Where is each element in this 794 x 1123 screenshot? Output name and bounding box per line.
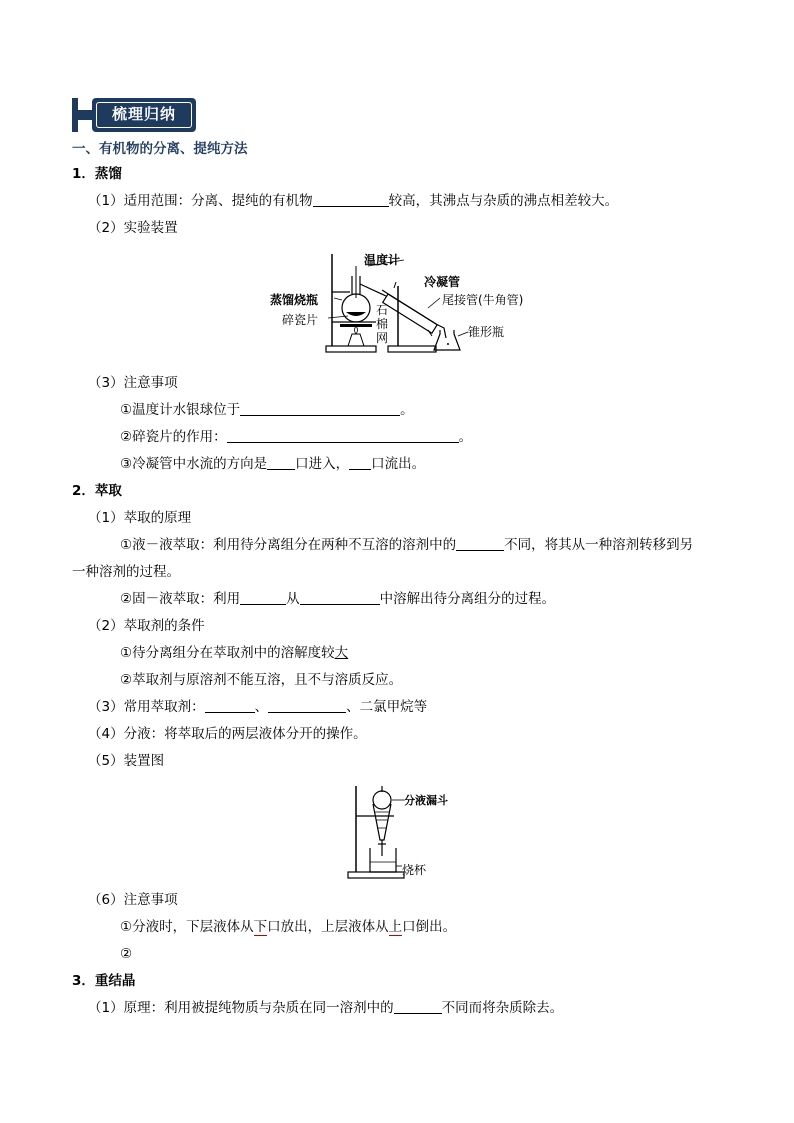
label-erlenmeyer: 锥形瓶: [468, 325, 505, 339]
extract-heading: 2．萃取: [72, 483, 122, 499]
blank-11: [394, 999, 442, 1014]
leader-erlenmeyer: [458, 332, 468, 336]
extract-conditions-heading: （2）萃取剂的条件: [88, 618, 205, 634]
label-gauze-3: 网: [376, 331, 389, 345]
blank-6: [456, 536, 504, 551]
blank-3: [227, 428, 459, 443]
distillation-apparatus-figure: [268, 246, 528, 358]
blank-5: [349, 455, 371, 470]
extract-solid-liquid: ②固－液萃取：利用 从 中溶解出待分离组分的过程。: [120, 591, 556, 607]
label-condenser: 冷凝管: [424, 275, 461, 289]
boiling-chips: [346, 312, 366, 316]
stand-base-left: [326, 346, 376, 352]
recryst-principle: （1）原理：利用被提纯物质与杂质在同一溶剂中的 不同而将杂质除去。: [88, 1000, 564, 1016]
blank-8: [300, 590, 380, 605]
label-gauze-2: 棉: [376, 317, 389, 331]
leader-flask: [334, 298, 342, 300]
extract-note-1: ①分液时，下层液体从下口放出，上层液体从上口倒出。: [120, 919, 457, 935]
extract-note-2: ②: [120, 946, 133, 962]
water-outlet: [394, 282, 396, 288]
label-adapter: 尾接管(牛角管): [442, 293, 524, 307]
alcohol-lamp: [348, 334, 364, 346]
adapter: [436, 324, 446, 338]
leader-adapter: [428, 298, 440, 308]
funnel-bulb: [373, 791, 391, 809]
extract-condition-1: ①待分离组分在萃取剂中的溶解度较大: [120, 645, 349, 661]
label-thermometer: 温度计: [364, 253, 401, 267]
distill-heading: 1．蒸馏: [72, 166, 122, 182]
label-chips: 碎瓷片: [282, 313, 319, 327]
distill-note-1: ①温度计水银球位于 。: [120, 402, 414, 418]
blank-7: [240, 590, 286, 605]
distill-note-2: ②碎瓷片的作用： 。: [120, 429, 473, 445]
distillate-drop: [447, 343, 449, 345]
blank-10: [268, 698, 346, 713]
section-badge: 梳理归纳: [96, 102, 192, 128]
extract-condition-2: ②萃取剂与原溶剂不能互溶，且不与溶质反应。: [120, 672, 403, 688]
extract-figure-label: （5）装置图: [88, 753, 165, 769]
distillation-flask: [342, 294, 370, 322]
label-flask: 蒸馏烧瓶: [270, 293, 319, 307]
distill-scope: （1）适用范围：分离、提纯的有机物 较高，其沸点与杂质的沸点相差较大。: [88, 193, 619, 209]
recryst-heading: 3．重结晶: [72, 973, 136, 989]
distill-apparatus-label: （2）实验装置: [88, 220, 178, 236]
section-title: 一、有机物的分离、提纯方法: [72, 141, 248, 157]
extract-separation: （4）分液：将萃取后的两层液体分开的操作。: [88, 726, 367, 742]
extract-liquid-liquid-cont: 一种溶剂的过程。: [72, 564, 180, 580]
extract-principle-heading: （1）萃取的原理: [88, 510, 192, 526]
blank-2: [240, 401, 400, 416]
blank-9: [205, 698, 255, 713]
separatory-funnel-figure: [340, 782, 464, 882]
distill-note-3: ③冷凝管中水流的方向是 口进入， 口流出。: [120, 456, 426, 472]
beaker: [370, 848, 396, 872]
flame: [355, 326, 358, 334]
extract-notes-heading: （6）注意事项: [88, 892, 178, 908]
label-gauze-1: 石: [376, 303, 389, 317]
extract-liquid-liquid: ①液－液萃取：利用待分离组分在两种不互溶的溶剂中的 不同，将其从一种溶剂转移到另: [120, 537, 694, 553]
label-funnel: 分液漏斗: [404, 794, 448, 807]
extract-solvents: （3）常用萃取剂： 、 、二氯甲烷等: [88, 699, 428, 715]
condenser-jacket: [383, 294, 437, 333]
stand-base: [348, 872, 404, 878]
label-beaker: 烧杯: [402, 863, 427, 877]
stand-base-right: [388, 346, 436, 352]
blank-1: [313, 192, 389, 207]
blank-4: [267, 455, 295, 470]
distill-notes-heading: （3）注意事项: [88, 375, 178, 391]
erlenmeyer-flask: [434, 330, 460, 350]
